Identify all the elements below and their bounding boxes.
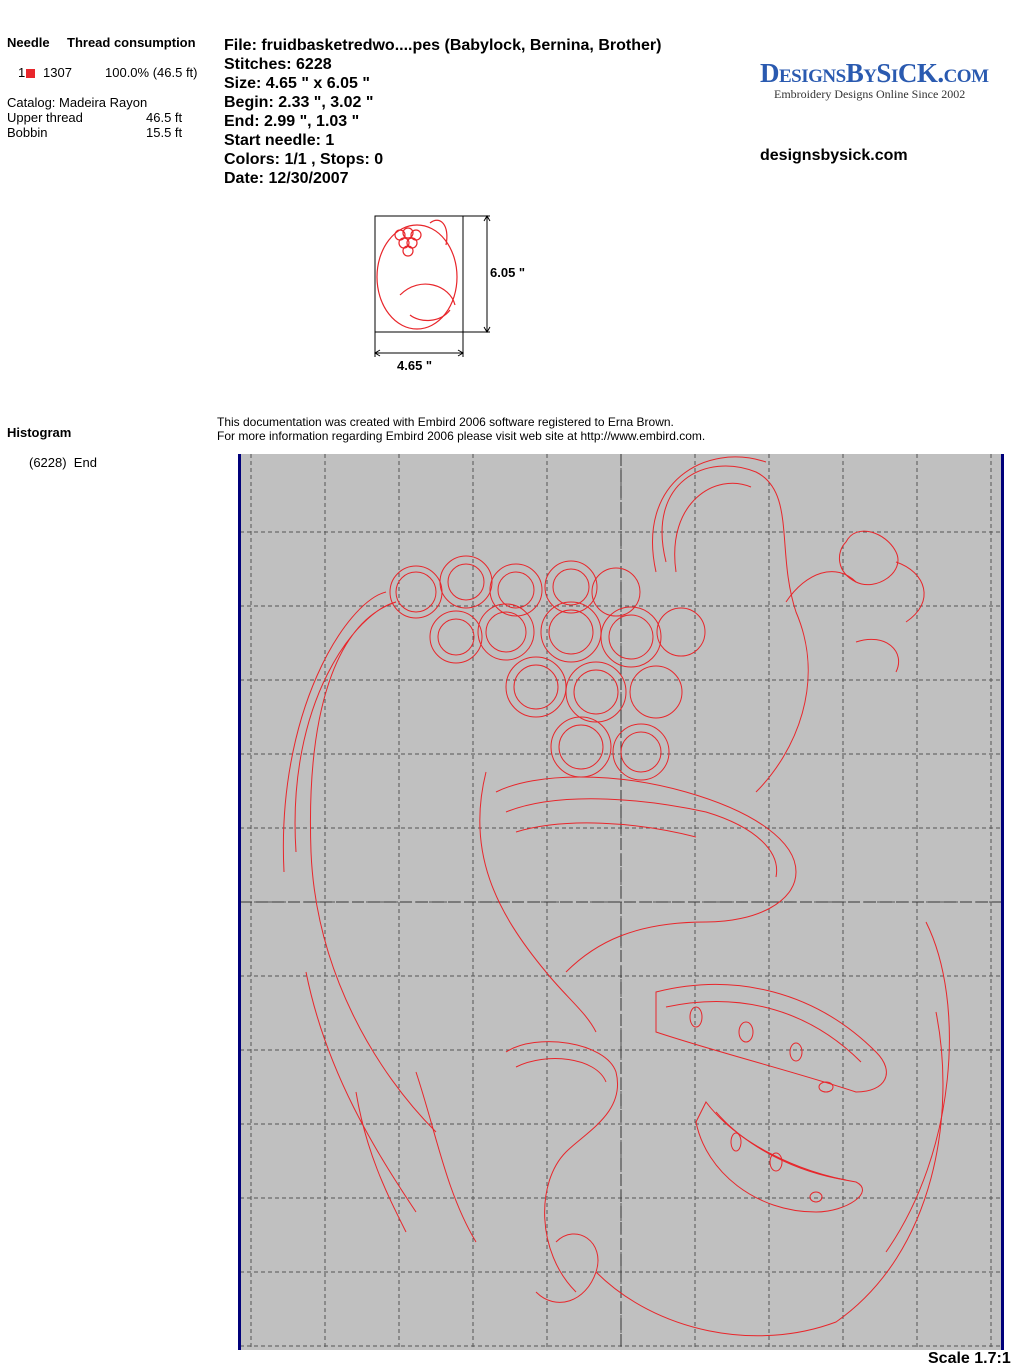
file-line: File: fruidbasketredwo....pes (Babylock, Bernina, Brother) [224,37,662,54]
needle-row [18,65,35,80]
start-needle-line: Start needle: 1 [224,132,335,149]
thread-code: 1307 [43,65,72,80]
brand-url: designsbysick.com [760,147,908,164]
design-canvas [236,452,1008,1352]
brand-logo-text: DesignsBySiCK.com [760,58,989,88]
needle-number: 1 [18,65,26,80]
info-block [224,36,661,188]
end-line: End: 2.99 ", 1.03 " [224,113,360,130]
upper-thread-value: 46.5 ft [146,110,183,125]
thread-consumption: 100.0% (46.5 ft) [105,65,198,80]
thread-consumption-header: Thread consumption [67,35,196,50]
colors-line: Colors: 1/1 , Stops: 0 [224,151,384,168]
begin-line: Begin: 2.33 ", 3.02 " [224,94,374,111]
brand-tagline: Embroidery Designs Online Since 2002 [774,87,966,101]
credit-line-2: For more information regarding Embird 2006 please visit web site at http://www.embird.com. [217,429,706,443]
needle-header: Needle [7,35,50,50]
left-border [238,454,241,1350]
upper-thread-label: Upper thread [7,110,83,125]
design-thumbnail [360,205,550,380]
date-line: Date: 12/30/2007 [224,170,349,187]
brand-logo [760,58,989,100]
thumbnail-width-label: 4.65 " [397,358,433,373]
right-border [1001,454,1004,1350]
bobbin-value: 15.5 ft [146,125,183,140]
histogram-entry: (6228) End [29,455,97,470]
credit-note [217,415,705,443]
stitches-line: Stitches: 6228 [224,56,332,73]
scale-label: Scale 1.7:1 [928,1350,1011,1367]
thumbnail-frame [375,216,463,332]
histogram-label: Histogram [7,425,72,440]
size-line: Size: 4.65 " x 6.05 " [224,75,370,92]
thread-color-swatch [26,69,35,78]
bobbin-label: Bobbin [7,125,48,140]
credit-line-1: This documentation was created with Embird 2006 software registered to Erna Brown. [217,415,674,429]
catalog: Catalog: Madeira Rayon [7,95,148,110]
thumbnail-height-label: 6.05 " [490,265,526,280]
